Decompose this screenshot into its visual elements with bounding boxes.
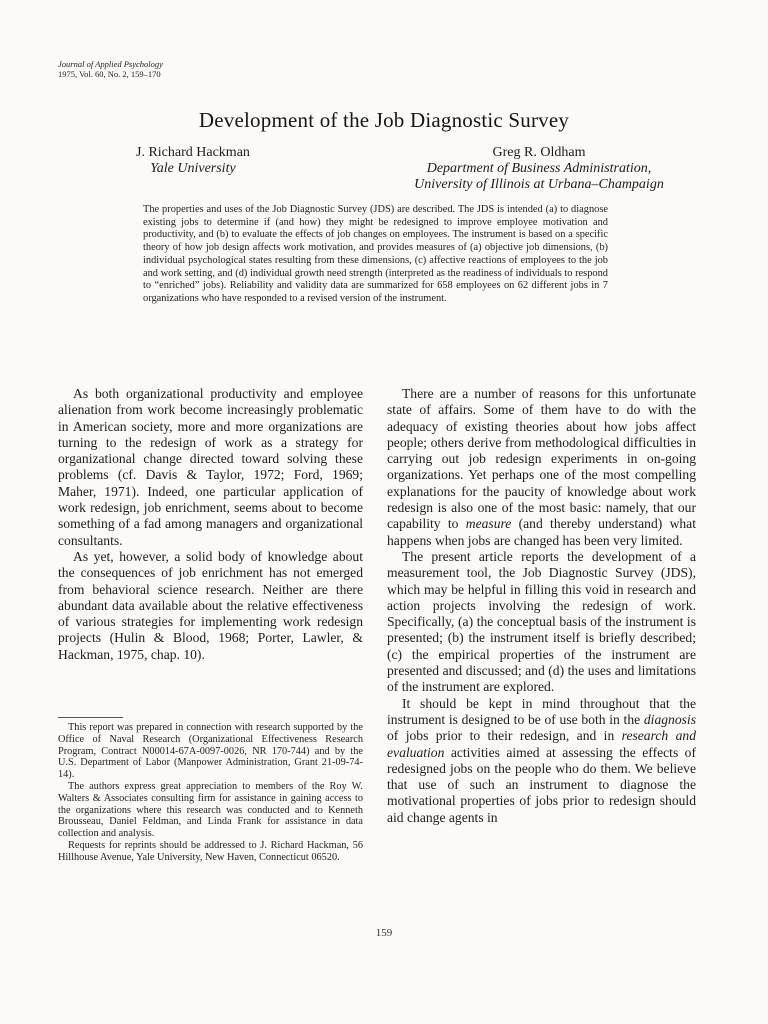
abstract: The properties and uses of the Job Diagnostic Survey (JDS) are described. The JDS is intended (a) to diagnose existing jobs to determine if (and how) they might be redesigned to improve employee motivation and productivity, and (b) to evaluate the effects of job changes on employees. The instrument is based on a specific theory of how job design affects work motivation, and provides measures of (a) objective job dimensions, (b) individual psychological states resulting from these dimensions, (c) affective reactions of employees to the job and work setting, and (d) individual growth need strength (interpreted as the readiness of individuals to respond to “enriched” jobs). Reliability and validity data are summarized for 658 employees on 62 different jobs in 7 organizations who have responded to a revised version of the instrument.	[143, 204, 608, 304]
body-paragraph: There are a number of reasons for this unfortunate state of affairs. Some of them have to do with the adequacy of existing theories about how jobs affect people; others derive from methodological difficulties in carrying out job redesign experiments in on-going organizations. Yet perhaps one of the most compelling explanations for the paucity of knowledge about work redesign is also one of the most basic: namely, that our capability to measure (and thereby understand) what happens when jobs are changed has been very limited.	[387, 386, 696, 548]
body-paragraph: As both organizational productivity and employee alienation from work become increasingly problematic in American society, more and more organizations are turning to the redesign of work as a strategy for organizational change directed toward solving these problems (cf. Davis & Taylor, 1972; Ford, 1969; Maher, 1971). Indeed, one particular application of work redesign, job enrichment, seems about to become something of a fad among managers and organizational consultants.	[58, 386, 363, 548]
footnote: This report was prepared in connection with research supported by the Office of Naval Research (Organizational Effectiveness Research Program, Contract N00014-67A-0097-0026, NR 170-744) and by the U.S. Department of Labor (Manpower Administration, Grant 21-09-74-14).	[58, 722, 363, 781]
author-name: Greg R. Oldham	[492, 145, 586, 160]
author-block-1	[136, 145, 250, 177]
author-affiliation-line2: University of Illinois at Urbana–Champaign	[414, 177, 664, 192]
page-number: 159	[375, 927, 393, 939]
right-column	[387, 386, 696, 826]
article-title: Development of the Job Diagnostic Survey	[198, 108, 570, 132]
journal-name: Journal of Applied Psychology	[58, 59, 163, 69]
footnote: The authors express great appreciation to members of the Roy W. Walters & Associates consulting firm for assistance in gaining access to the organizations where this research was conducted and to Kenneth Brousseau, Daniel Feldman, and Linda Frank for assistance in data collection and analysis.	[58, 780, 363, 840]
left-column	[58, 386, 363, 663]
journal-issue: 1975, Vol. 60, No. 2, 159–170	[58, 68, 161, 79]
body-paragraph: The present article reports the development of a measurement tool, the Job Diagnostic Survey (JDS), which may be helpful in filling this void in research and action projects involving the redesign of work. Specifically, (a) the conceptual basis of the instrument is presented; (b) the instrument itself is briefly described; (c) the empirical properties of the instrument are presented and discussed; and (d) the uses and limitations of the instrument are explored.	[387, 548, 696, 695]
author-name: J. Richard Hackman	[136, 145, 250, 160]
journal-citation	[58, 60, 163, 79]
author-affiliation-line1: Department of Business Administration,	[426, 161, 652, 176]
emphasis: diagnosis	[643, 711, 696, 727]
body-paragraph: As yet, however, a solid body of knowledge about the consequences of job enrichment has not emerged from behavioral science research. Neither are there abundant data available about the relative effectiveness of various strategies for implementing work redesign projects (Hulin & Blood, 1968; Porter, Lawler, & Hackman, 1975, chap. 10).	[58, 548, 363, 662]
footnote: Requests for reprints should be addressed to J. Richard Hackman, 56 Hillhouse Avenue, Yale University, New Haven, Connecticut 06520.	[58, 839, 363, 863]
emphasis: measure	[465, 516, 512, 532]
footnote-divider	[58, 717, 123, 718]
author-affiliation: Yale University	[150, 161, 236, 176]
author-block-2	[380, 145, 698, 193]
emphasis: research and evaluation	[387, 728, 696, 760]
footnotes	[58, 722, 363, 864]
body-paragraph: It should be kept in mind throughout that the instrument is designed to be of use both in the diagnosis of jobs prior to their redesign, and in research and evaluation activities aimed at assessing the effects of redesigned jobs on the people who do them. We believe that use of such an instrument to diagnose the motivational properties of jobs prior to redesign should aid change agents in	[387, 695, 696, 825]
